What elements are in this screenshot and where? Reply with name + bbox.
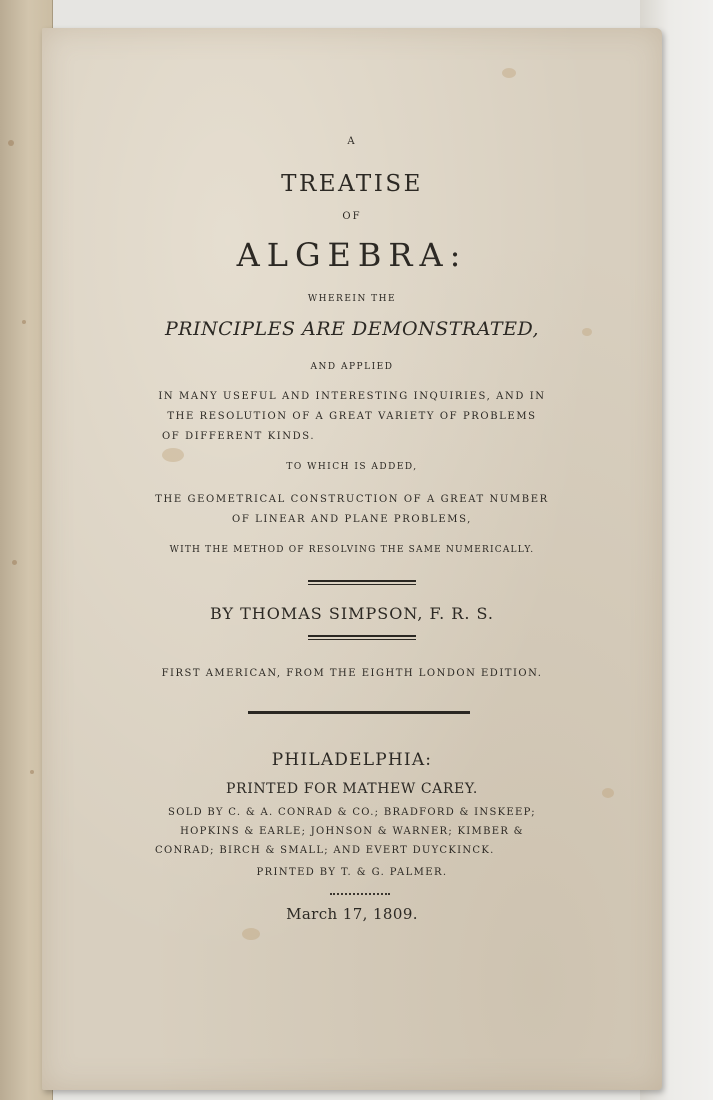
imprint-sold-line-1: SOLD BY C. & A. CONRAD & CO.; BRADFORD & INSKEEP; bbox=[168, 807, 536, 818]
ornamental-rule-1 bbox=[308, 580, 416, 582]
printer-line: PRINTED BY T. & G. PALMER. bbox=[256, 867, 448, 878]
ornamental-rule-3 bbox=[248, 711, 470, 714]
added-line-1: THE GEOMETRICAL CONSTRUCTION OF A GREAT NUMBER bbox=[155, 494, 549, 505]
imprint-printed-for: PRINTED FOR MATHEW CAREY. bbox=[226, 781, 478, 797]
subtitle-principles: PRINCIPLES ARE DEMONSTRATED, bbox=[164, 318, 540, 340]
imprint-sold-line-2: HOPKINS & EARLE; JOHNSON & WARNER; KIMBER & bbox=[180, 826, 524, 837]
added-line-3: WITH THE METHOD OF RESOLVING THE SAME NUMERICALLY. bbox=[169, 545, 535, 555]
ornamental-rule-2 bbox=[308, 635, 416, 637]
description-line-3: OF DIFFERENT KINDS. bbox=[162, 431, 316, 442]
title-of: OF bbox=[342, 211, 362, 222]
added-line-2: OF LINEAR AND PLANE PROBLEMS, bbox=[232, 514, 472, 525]
imprint-city: PHILADELPHIA: bbox=[271, 750, 433, 770]
description-line-1: IN MANY USEFUL AND INTERESTING INQUIRIES, AND IN bbox=[158, 391, 546, 402]
subtitle-wherein: WHEREIN THE bbox=[307, 294, 397, 304]
edition-line: FIRST AMERICAN, FROM THE EIGHTH LONDON EDITION. bbox=[161, 668, 543, 679]
title-treatise: TREATISE bbox=[281, 171, 423, 197]
author-line: BY THOMAS SIMPSON, F. R. S. bbox=[210, 604, 494, 623]
added-heading: TO WHICH IS ADDED, bbox=[286, 462, 418, 472]
publication-date: March 17, 1809. bbox=[286, 905, 418, 923]
imprint-sold-line-3: CONRAD; BIRCH & SMALL; AND EVERT DUYCKINCK. bbox=[155, 845, 495, 856]
description-line-2: THE RESOLUTION OF A GREAT VARIETY OF PROBLEMS bbox=[167, 411, 537, 422]
title-algebra: ALGEBRA: bbox=[236, 236, 468, 274]
title-article: A bbox=[347, 136, 357, 147]
subtitle-and-applied: AND APPLIED bbox=[310, 362, 394, 372]
dotted-ornament bbox=[330, 893, 390, 895]
